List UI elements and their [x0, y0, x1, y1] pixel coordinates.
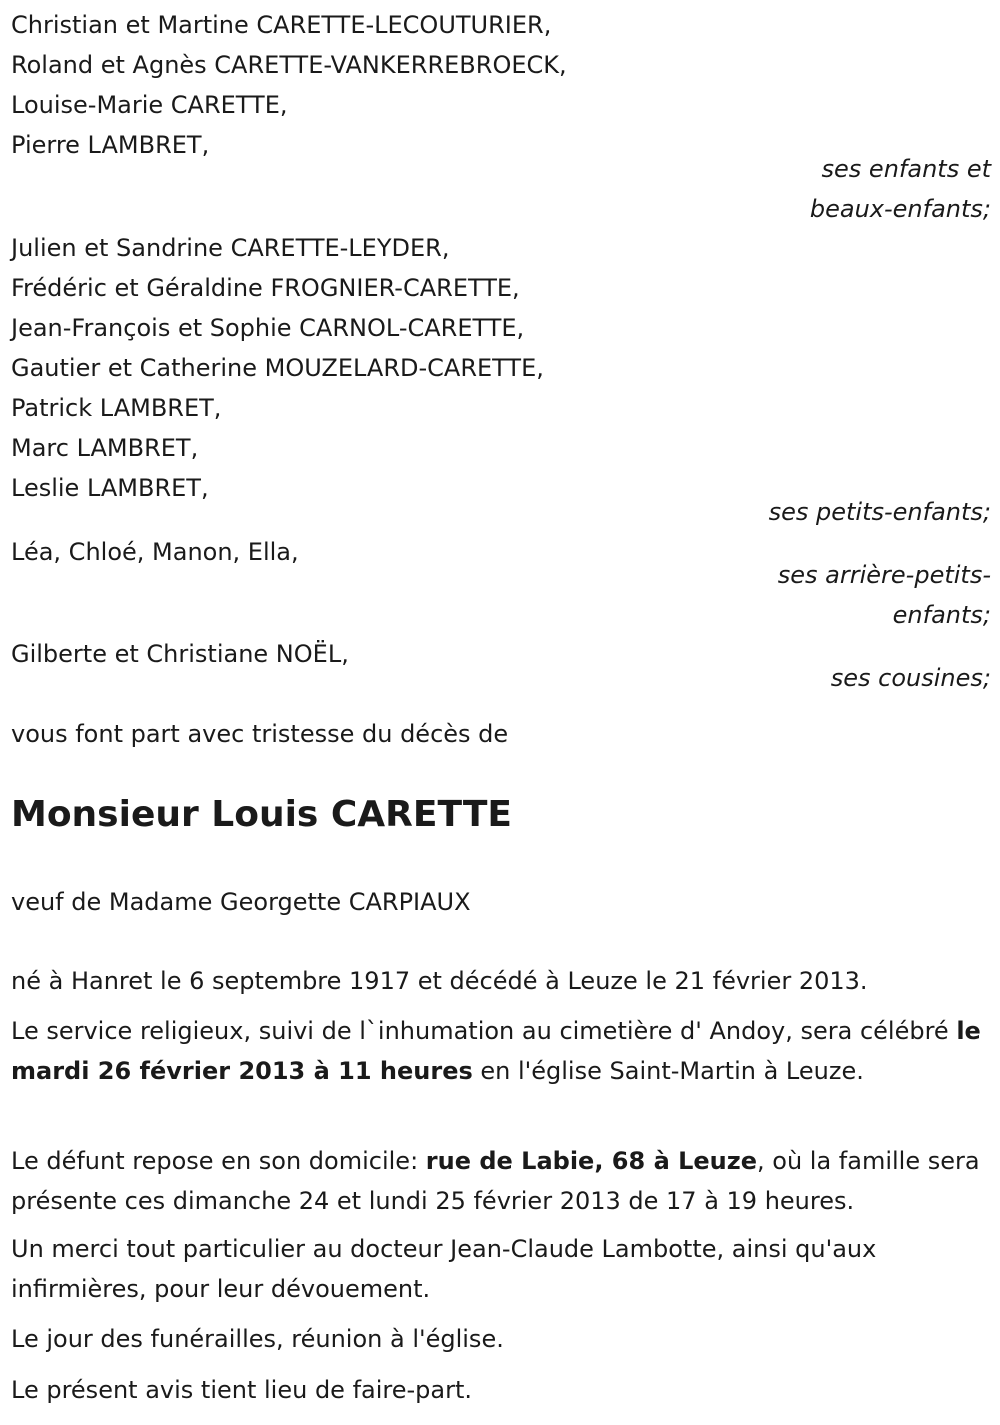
- great-grandchildren-role: [11, 555, 991, 635]
- family-name-line: Julien et Sandrine CARETTE-LEYDER,: [11, 234, 450, 262]
- service-text: Le service religieux, suivi de l`inhumation au cimetière d' Andoy, sera célébré: [11, 1017, 957, 1045]
- repose-text: Le défunt repose en son domicile:: [11, 1147, 426, 1175]
- role-line: beaux-enfants;: [809, 195, 991, 223]
- service-paragraph: [11, 1011, 986, 1091]
- family-name-line: Jean-François et Sophie CARNOL-CARETTE,: [11, 314, 525, 342]
- grandchildren-list: [11, 228, 991, 508]
- family-name-line: Marc LAMBRET,: [11, 434, 199, 462]
- repose-paragraph: [11, 1141, 986, 1221]
- family-name-line: Léa, Chloé, Manon, Ella,: [11, 538, 299, 566]
- family-name-line: Patrick LAMBRET,: [11, 394, 222, 422]
- repose-address: rue de Labie, 68 à Leuze: [425, 1147, 758, 1175]
- family-name-line: Pierre LAMBRET,: [11, 131, 210, 159]
- family-name-line: Louise-Marie CARETTE,: [11, 91, 288, 119]
- birth-death-text: né à Hanret le 6 septembre 1917 et décédé à Leuze le 21 février 2013.: [11, 967, 868, 995]
- thanks-paragraph: Un merci tout particulier au docteur Jean-Claude Lambotte, ainsi qu'aux infirmières, pour leur dévouement.: [11, 1235, 877, 1303]
- announcement-text: vous font part avec tristesse du décès de: [11, 720, 509, 748]
- family-name-line: Roland et Agnès CARETTE-VANKERREBROECK,: [11, 51, 567, 79]
- family-name-line: Frédéric et Géraldine FROGNIER-CARETTE,: [11, 274, 520, 302]
- funeral-day-text: Le jour des funérailles, réunion à l'église.: [11, 1325, 504, 1353]
- repose-details: , où la famille sera présente ces dimanche 24 et lundi 25 février 2013 de 17 à 19 heures.: [11, 1147, 980, 1215]
- family-name-line: Christian et Martine CARETTE-LECOUTURIER,: [11, 11, 552, 39]
- family-name-line: Gilberte et Christiane NOËL,: [11, 640, 349, 668]
- service-location: en l'église Saint-Martin à Leuze.: [472, 1057, 864, 1085]
- grandchildren-role: ses petits-enfants;: [768, 498, 991, 526]
- family-name-line: Gautier et Catherine MOUZELARD-CARETTE,: [11, 354, 544, 382]
- children-list: [11, 5, 991, 165]
- family-name-line: Leslie LAMBRET,: [11, 474, 209, 502]
- spouse-text: veuf de Madame Georgette CARPIAUX: [11, 888, 471, 916]
- role-line: enfants;: [892, 601, 991, 629]
- role-line: ses enfants et: [821, 155, 991, 183]
- service-date: le mardi 26 février 2013 à 11 heures: [11, 1017, 981, 1085]
- deceased-name: Monsieur Louis CARETTE: [11, 794, 513, 835]
- notice-text: Le présent avis tient lieu de faire-part.: [11, 1376, 473, 1404]
- cousins-role: ses cousines;: [830, 664, 991, 692]
- children-role: [11, 149, 991, 229]
- role-line: ses arrière-petits-: [777, 561, 991, 589]
